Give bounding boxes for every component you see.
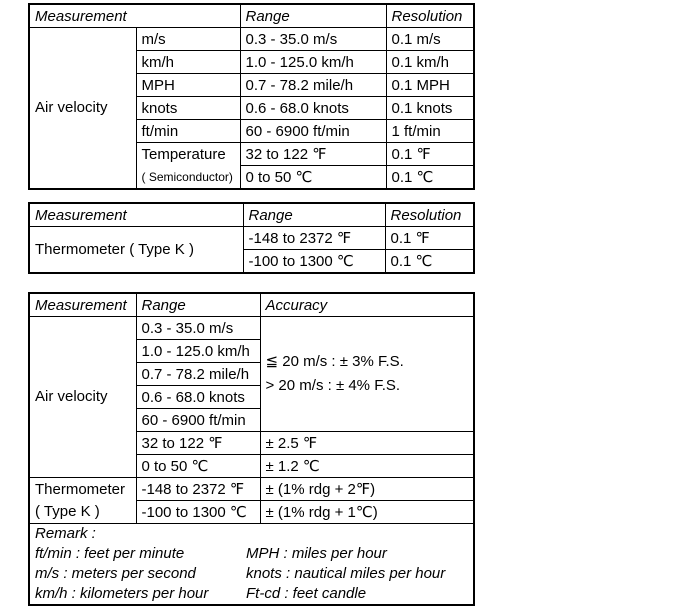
cell-range: -100 to 1300 ℃ [136, 501, 260, 524]
remark-section [29, 524, 474, 606]
cell-range: 32 to 122 ℉ [240, 143, 386, 166]
thermometer-label: Thermometer ( Type K ) [35, 240, 194, 258]
accuracy-line: ≦ 20 m/s : ± 3% F.S. [265, 353, 404, 370]
column-header-range: Range [240, 4, 386, 28]
cell-unit: MPH [136, 74, 240, 97]
cell-range: 0.6 - 68.0 knots [240, 97, 386, 120]
header-row [29, 203, 474, 227]
remark-line [35, 564, 468, 584]
cell-accuracy: ± (1% rdg + 1℃) [260, 501, 474, 524]
cell-resolution: 0.1 ℉ [386, 143, 474, 166]
accuracy-line: > 20 m/s : ± 4% F.S. [265, 377, 401, 394]
cell-range: 32 to 122 ℉ [136, 432, 260, 455]
thermometer-resolution-table [28, 202, 475, 274]
cell-range: -148 to 2372 ℉ [136, 478, 260, 501]
cell-resolution: 1 ft/min [386, 120, 474, 143]
remark-item-left: m/s : meters per second [35, 565, 196, 582]
cell-measurement [29, 478, 136, 524]
header-row [29, 4, 474, 28]
header-row [29, 293, 474, 317]
cell-resolution: 0.1 ℃ [386, 166, 474, 190]
cell-unit: km/h [136, 51, 240, 74]
cell-resolution: 0.1 ℉ [385, 227, 474, 250]
cell-range: 0.7 - 78.2 mile/h [240, 74, 386, 97]
column-header-measurement: Measurement [29, 4, 240, 28]
cell-accuracy: ± 1.2 ℃ [260, 455, 474, 478]
measurement-label: Air velocity [35, 99, 108, 116]
cell-range: -100 to 1300 ℃ [243, 250, 385, 274]
cell-range: 0.7 - 78.2 mile/h [136, 363, 260, 386]
remark-item-left: ft/min : feet per minute [35, 545, 185, 562]
cell-temperature-label [136, 143, 240, 190]
cell-unit: knots [136, 97, 240, 120]
remark-item-right: MPH : miles per hour [246, 545, 387, 562]
remark-title: Remark : [35, 525, 96, 542]
column-header-range: Range [136, 293, 260, 317]
column-header-resolution: Resolution [385, 203, 474, 227]
cell-range: 1.0 - 125.0 km/h [240, 51, 386, 74]
remark-line [35, 584, 468, 604]
cell-resolution: 0.1 knots [386, 97, 474, 120]
table-row [29, 478, 474, 501]
cell-range: 60 - 6900 ft/min [240, 120, 386, 143]
cell-measurement [29, 317, 136, 478]
cell-range: 60 - 6900 ft/min [136, 409, 260, 432]
column-header-range: Range [243, 203, 385, 227]
cell-range: 0 to 50 ℃ [136, 455, 260, 478]
cell-range: 0.6 - 68.0 knots [136, 386, 260, 409]
type-k-label: ( Type K ) [35, 502, 100, 520]
cell-measurement [29, 28, 136, 190]
cell-resolution: 0.1 MPH [386, 74, 474, 97]
air-velocity-resolution-table [28, 3, 475, 190]
table-row [29, 227, 474, 250]
cell-range: 0.3 - 35.0 m/s [240, 28, 386, 51]
cell-resolution: 0.1 ℃ [385, 250, 474, 274]
semiconductor-label: ( Semiconductor) [141, 169, 233, 184]
cell-resolution: 0.1 km/h [386, 51, 474, 74]
table-row [29, 317, 474, 340]
cell-range: -148 to 2372 ℉ [243, 227, 385, 250]
cell-range: 0.3 - 35.0 m/s [136, 317, 260, 340]
temperature-label: Temperature [141, 145, 226, 163]
cell-range: 1.0 - 125.0 km/h [136, 340, 260, 363]
remark-line [35, 544, 468, 564]
cell-accuracy: ± 2.5 ℉ [260, 432, 474, 455]
thermometer-label: Thermometer [35, 480, 126, 498]
cell-unit: ft/min [136, 120, 240, 143]
column-header-accuracy: Accuracy [260, 293, 474, 317]
remark-item-right: Ft-cd : feet candle [246, 585, 367, 602]
cell-resolution: 0.1 m/s [386, 28, 474, 51]
cell-accuracy: ± (1% rdg + 2℉) [260, 478, 474, 501]
column-header-measurement: Measurement [29, 293, 136, 317]
cell-measurement [29, 227, 243, 274]
cell-range: 0 to 50 ℃ [240, 166, 386, 190]
column-header-resolution: Resolution [386, 4, 474, 28]
measurement-label: Air velocity [35, 388, 108, 405]
remark-item-right: knots : nautical miles per hour [246, 565, 446, 582]
remark-item-left: km/h : kilometers per hour [35, 585, 209, 602]
cell-unit: m/s [136, 28, 240, 51]
column-header-measurement: Measurement [29, 203, 243, 227]
table-row [29, 524, 474, 606]
accuracy-table [28, 292, 475, 606]
cell-accuracy [260, 317, 474, 432]
table-row [29, 28, 474, 51]
